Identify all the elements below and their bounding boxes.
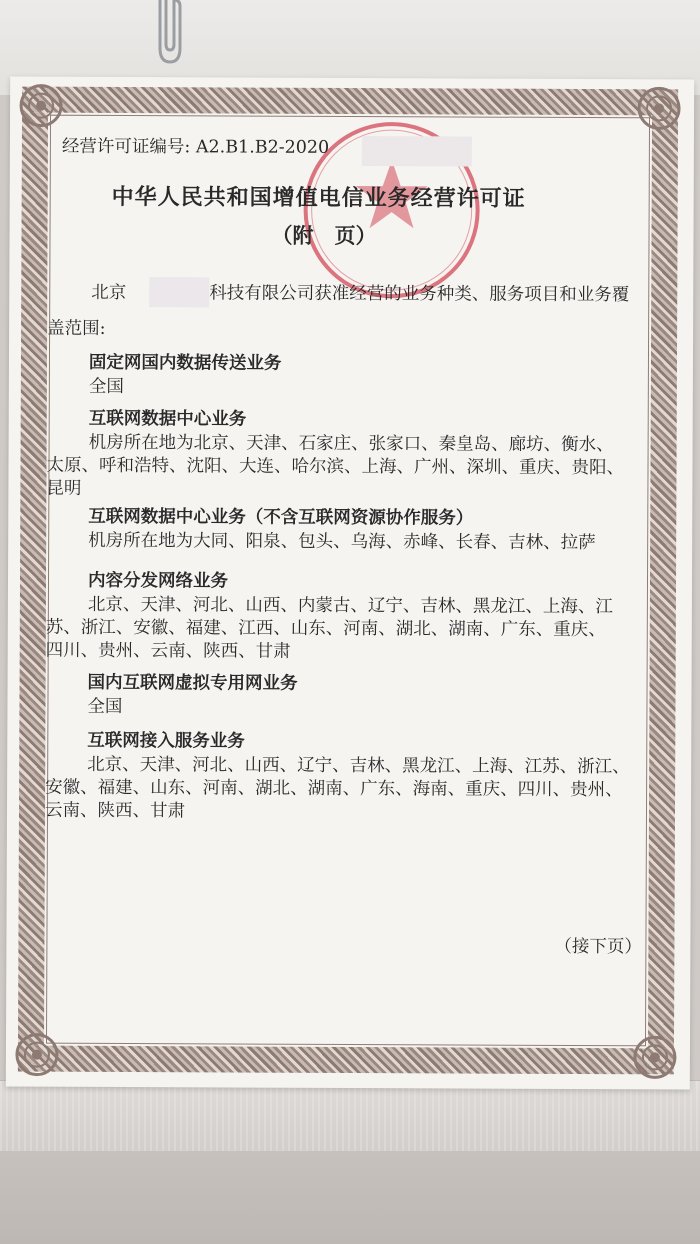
paper-clip-icon	[146, 0, 190, 72]
section-line: 安徽、福建、山东、河南、湖北、湖南、广东、海南、重庆、四川、贵州、	[45, 777, 623, 801]
continued-note: （接下页）	[554, 936, 642, 958]
section-line: 太原、呼和浩特、沈阳、大连、哈尔滨、上海、广州、深圳、重庆、贵阳、	[46, 455, 625, 479]
section-title: 内容分发网络业务	[87, 570, 229, 592]
section-line: 云南、陕西、甘肃	[44, 800, 186, 822]
license-number-label: 经营许可证编号:	[61, 136, 191, 158]
corner-ornament-icon	[632, 1034, 678, 1080]
section-line: 全国	[87, 696, 123, 718]
section-line: 四川、贵州、云南、陕西、甘肃	[45, 640, 291, 662]
section-title: 固定网国内数据传送业务	[88, 352, 282, 374]
corner-ornament-icon	[14, 1032, 60, 1078]
section-line: 机房所在地为北京、天津、石家庄、张家口、秦皇岛、廊坊、衡水、	[88, 432, 614, 456]
license-number-value: A2.B1.B2-2020	[195, 137, 330, 158]
section-line: 机房所在地为大同、阳泉、包头、乌海、赤峰、长春、吉林、拉萨	[88, 530, 596, 554]
section-line: 苏、浙江、安徽、福建、江西、山东、河南、湖北、湖南、广东、重庆、	[45, 617, 606, 641]
redaction-mark	[149, 277, 209, 307]
redaction-mark	[362, 136, 472, 166]
section-line: 全国	[88, 376, 124, 398]
section-title: 互联网数据中心业务	[88, 408, 247, 430]
section-title: 互联网数据中心业务（不含互联网资源协作服务）	[88, 506, 474, 529]
section-title: 国内互联网虚拟专用网业务	[87, 672, 298, 694]
license-sheet	[6, 77, 694, 1090]
corner-ornament-icon	[18, 83, 64, 129]
plastic-sleeve	[0, 1080, 700, 1151]
intro-text: 科技有限公司获准经营的业务种类、服务项目和业务覆	[209, 283, 630, 306]
section-line: 北京、天津、河北、山西、内蒙古、辽宁、吉林、黑龙江、上海、江	[87, 594, 613, 618]
intro-start: 北京	[91, 282, 127, 304]
document-subtitle: （附 页）	[271, 222, 377, 249]
corner-ornament-icon	[636, 85, 682, 131]
section-line: 昆明	[46, 478, 82, 499]
section-title: 互联网接入服务业务	[87, 730, 245, 752]
document-title: 中华人民共和国增值电信业务经营许可证	[111, 183, 526, 212]
section-line: 北京、天津、河北、山西、辽宁、吉林、黑龙江、上海、江苏、浙江、	[87, 754, 630, 778]
license-number-row	[62, 135, 329, 160]
intro-continuation: 盖范围:	[47, 318, 106, 339]
